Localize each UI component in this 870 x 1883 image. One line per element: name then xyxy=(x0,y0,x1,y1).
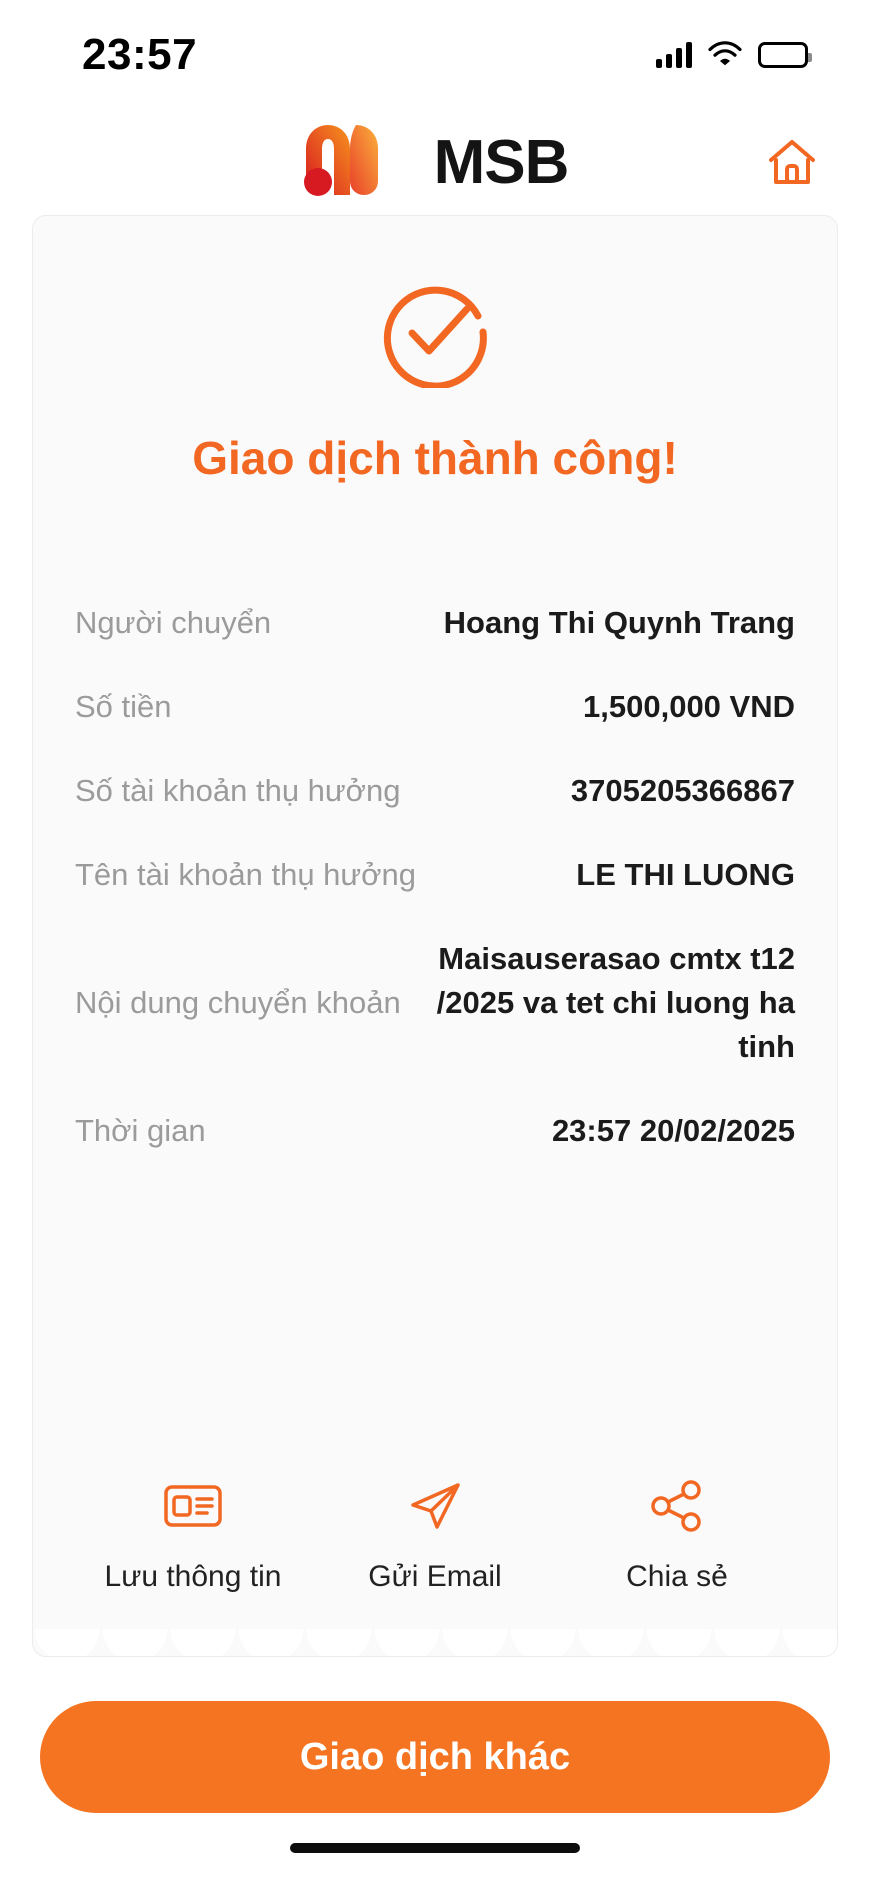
success-title: Giao dịch thành công! xyxy=(192,432,678,484)
send-email-label: Gửi Email xyxy=(368,1560,502,1593)
wifi-icon xyxy=(708,40,742,71)
signal-icon xyxy=(656,42,692,68)
receipt-actions xyxy=(75,1478,795,1594)
receipt-scallop-edge xyxy=(33,1623,837,1657)
home-indicator[interactable] xyxy=(290,1843,580,1853)
share-label: Chia sẻ xyxy=(626,1560,728,1593)
table-row xyxy=(75,833,795,917)
table-row xyxy=(75,917,795,1089)
send-email-icon xyxy=(404,1478,466,1534)
table-row xyxy=(75,1089,795,1173)
status-icon-wrapper xyxy=(75,276,795,393)
save-info-button[interactable] xyxy=(93,1478,293,1594)
save-info-icon xyxy=(162,1478,224,1534)
detail-value: Maisauserasao cmtx t12 /2025 va tet chi luong ha tinh xyxy=(436,941,795,1065)
detail-value: 23:57 20/02/2025 xyxy=(551,1113,795,1149)
battery-icon xyxy=(758,42,808,68)
detail-label: Người chuyển xyxy=(75,605,272,640)
home-indicator-area xyxy=(0,1813,870,1883)
detail-value: 1,500,000 VND xyxy=(583,689,795,725)
share-icon xyxy=(646,1478,708,1534)
detail-label: Tên tài khoản thụ hưởng xyxy=(75,857,416,893)
msb-logo-icon xyxy=(302,123,412,202)
send-email-button[interactable] xyxy=(335,1478,535,1594)
footer xyxy=(0,1657,870,1813)
table-row xyxy=(75,749,795,833)
status-time: 23:57 xyxy=(82,30,198,79)
status-bar xyxy=(0,0,870,110)
detail-label: Nội dung chuyển khoản xyxy=(75,985,401,1021)
detail-value: LE THI LUONG xyxy=(576,857,795,893)
status-icons xyxy=(656,40,808,71)
detail-value: Hoang Thi Quynh Trang xyxy=(443,605,795,640)
brand xyxy=(302,123,569,202)
detail-label: Thời gian xyxy=(75,1113,206,1149)
home-icon[interactable] xyxy=(764,135,820,191)
detail-value: 3705205366867 xyxy=(570,773,795,809)
table-row xyxy=(75,581,795,665)
check-circle-icon xyxy=(379,276,491,393)
receipt-card xyxy=(32,215,838,1657)
app-header xyxy=(0,110,870,215)
receipt-card-wrapper xyxy=(0,215,870,1657)
table-row xyxy=(75,665,795,749)
transaction-details xyxy=(75,581,795,1173)
brand-name: MSB xyxy=(433,128,569,197)
detail-label: Số tài khoản thụ hưởng xyxy=(75,773,401,809)
detail-label: Số tiền xyxy=(75,689,172,725)
share-button[interactable] xyxy=(577,1478,777,1594)
save-info-label: Lưu thông tin xyxy=(104,1560,282,1593)
another-transaction-button[interactable]: Giao dịch khác xyxy=(40,1701,830,1813)
